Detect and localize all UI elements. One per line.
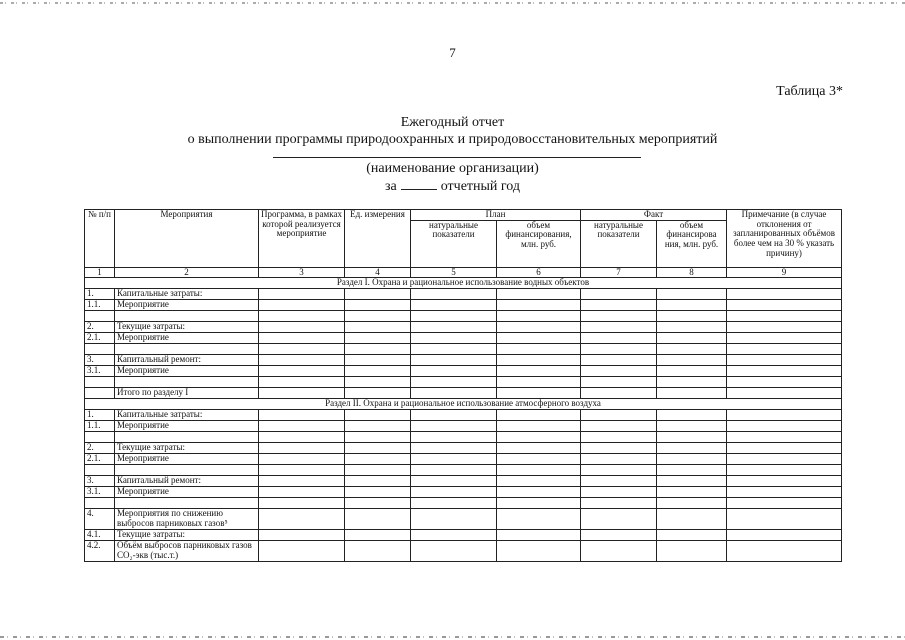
cell-fact-finance[interactable] bbox=[657, 464, 727, 475]
row-label bbox=[115, 431, 259, 442]
section-2 bbox=[85, 399, 842, 562]
row-label: Мероприятие bbox=[115, 486, 259, 497]
row-number: 2.1. bbox=[85, 333, 115, 344]
cell-fact-finance[interactable] bbox=[657, 289, 727, 300]
cell-plan-finance[interactable] bbox=[497, 508, 581, 529]
cell-fact-finance[interactable] bbox=[657, 366, 727, 377]
cell-fact-natural[interactable] bbox=[581, 497, 657, 508]
column-index: 5 bbox=[411, 267, 497, 278]
cell-program[interactable] bbox=[259, 333, 345, 344]
cell-note[interactable] bbox=[727, 529, 842, 540]
cell-fact-natural[interactable] bbox=[581, 431, 657, 442]
org-name-blank-line bbox=[273, 157, 641, 158]
reporting-year-line bbox=[0, 178, 905, 195]
row-number bbox=[85, 497, 115, 508]
cell-unit[interactable] bbox=[345, 388, 411, 399]
cell-plan-natural[interactable] bbox=[411, 540, 497, 561]
row-number: 2. bbox=[85, 322, 115, 333]
cell-note[interactable] bbox=[727, 355, 842, 366]
header-num: № п/п bbox=[85, 210, 115, 268]
section-1 bbox=[85, 278, 842, 399]
cell-plan-natural[interactable] bbox=[411, 388, 497, 399]
cell-note[interactable] bbox=[727, 333, 842, 344]
report-title: Ежегодный отчет bbox=[400, 115, 505, 130]
cell-plan-finance[interactable] bbox=[497, 475, 581, 486]
cell-plan-finance[interactable] bbox=[497, 322, 581, 333]
row-number: 3.1. bbox=[85, 486, 115, 497]
row-label: Мероприятие bbox=[115, 420, 259, 431]
cell-fact-natural[interactable] bbox=[581, 355, 657, 366]
cell-plan-natural[interactable] bbox=[411, 333, 497, 344]
cell-program[interactable] bbox=[259, 540, 345, 561]
header-fact: Факт bbox=[581, 210, 727, 221]
header-plan-finance: объем финансирования, млн. руб. bbox=[497, 220, 581, 267]
cell-plan-finance[interactable] bbox=[497, 497, 581, 508]
cell-plan-finance[interactable] bbox=[497, 486, 581, 497]
cell-plan-natural[interactable] bbox=[411, 464, 497, 475]
cell-program[interactable] bbox=[259, 300, 345, 311]
cell-plan-finance[interactable] bbox=[497, 289, 581, 300]
cell-fact-finance[interactable] bbox=[657, 508, 727, 529]
cell-plan-finance[interactable] bbox=[497, 355, 581, 366]
row-number: 2.1. bbox=[85, 453, 115, 464]
header-activity: Мероприятия bbox=[115, 210, 259, 268]
cell-plan-finance[interactable] bbox=[497, 464, 581, 475]
row-label: Текущие затраты: bbox=[115, 322, 259, 333]
row-number: 4. bbox=[85, 508, 115, 529]
row-number: 2. bbox=[85, 442, 115, 453]
cell-fact-natural[interactable] bbox=[581, 420, 657, 431]
cell-unit[interactable] bbox=[345, 289, 411, 300]
cell-note[interactable] bbox=[727, 289, 842, 300]
cell-fact-natural[interactable] bbox=[581, 464, 657, 475]
header-plan: План bbox=[411, 210, 581, 221]
cell-fact-natural[interactable] bbox=[581, 508, 657, 529]
cell-unit[interactable] bbox=[345, 529, 411, 540]
cell-program[interactable] bbox=[259, 409, 345, 420]
cell-unit[interactable] bbox=[345, 508, 411, 529]
cell-program[interactable] bbox=[259, 442, 345, 453]
cell-plan-finance[interactable] bbox=[497, 333, 581, 344]
cell-note[interactable] bbox=[727, 344, 842, 355]
header-program: Программа, в рамках которой реализуется мероприятие bbox=[259, 210, 345, 268]
cell-plan-finance[interactable] bbox=[497, 311, 581, 322]
cell-plan-natural[interactable] bbox=[411, 529, 497, 540]
cell-note[interactable] bbox=[727, 366, 842, 377]
cell-unit[interactable] bbox=[345, 300, 411, 311]
cell-program[interactable] bbox=[259, 322, 345, 333]
cell-unit[interactable] bbox=[345, 409, 411, 420]
cell-plan-natural[interactable] bbox=[411, 508, 497, 529]
cell-note[interactable] bbox=[727, 486, 842, 497]
cell-plan-finance[interactable] bbox=[497, 420, 581, 431]
scan-edge-top bbox=[0, 2, 905, 4]
cell-plan-natural[interactable] bbox=[411, 289, 497, 300]
cell-unit[interactable] bbox=[345, 333, 411, 344]
section-title: Раздел II. Охрана и рациональное использование атмосферного воздуха bbox=[85, 399, 842, 410]
cell-unit[interactable] bbox=[345, 442, 411, 453]
row-number: 1.1. bbox=[85, 420, 115, 431]
row-label-total: Итого по разделу I bbox=[115, 388, 259, 399]
row-label bbox=[115, 497, 259, 508]
cell-unit[interactable] bbox=[345, 497, 411, 508]
cell-fact-finance[interactable] bbox=[657, 355, 727, 366]
row-number: 4.2. bbox=[85, 540, 115, 561]
row-label: Капитальные затраты: bbox=[115, 409, 259, 420]
row-number bbox=[85, 311, 115, 322]
cell-plan-finance[interactable] bbox=[497, 431, 581, 442]
cell-note[interactable] bbox=[727, 431, 842, 442]
cell-fact-finance[interactable] bbox=[657, 420, 727, 431]
column-index: 6 bbox=[497, 267, 581, 278]
row-label: Мероприятия по снижению выбросов парниковых газов⁵ bbox=[115, 508, 259, 529]
cell-unit[interactable] bbox=[345, 540, 411, 561]
row-number bbox=[85, 344, 115, 355]
row-number: 1. bbox=[85, 289, 115, 300]
row-label: Капитальные затраты: bbox=[115, 289, 259, 300]
cell-plan-natural[interactable] bbox=[411, 366, 497, 377]
row-label: Текущие затраты: bbox=[115, 529, 259, 540]
cell-fact-natural[interactable] bbox=[581, 409, 657, 420]
cell-plan-natural[interactable] bbox=[411, 355, 497, 366]
cell-note[interactable] bbox=[727, 497, 842, 508]
cell-plan-natural[interactable] bbox=[411, 322, 497, 333]
cell-unit[interactable] bbox=[345, 377, 411, 388]
row-label: Капитальный ремонт: bbox=[115, 355, 259, 366]
column-index: 2 bbox=[115, 267, 259, 278]
cell-fact-natural[interactable] bbox=[581, 344, 657, 355]
cell-fact-finance[interactable] bbox=[657, 377, 727, 388]
cell-plan-natural[interactable] bbox=[411, 486, 497, 497]
cell-program[interactable] bbox=[259, 453, 345, 464]
cell-plan-natural[interactable] bbox=[411, 431, 497, 442]
header-note: Примечание (в случае отклонения от запланированных объёмов более чем на 30 % указать причину) bbox=[727, 210, 842, 268]
header-fact-finance: объем финансирова ния, млн. руб. bbox=[657, 220, 727, 267]
cell-program[interactable] bbox=[259, 311, 345, 322]
column-index: 3 bbox=[259, 267, 345, 278]
cell-note[interactable] bbox=[727, 508, 842, 529]
cell-note[interactable] bbox=[727, 377, 842, 388]
cell-fact-finance[interactable] bbox=[657, 486, 727, 497]
cell-fact-finance[interactable] bbox=[657, 311, 727, 322]
cell-note[interactable] bbox=[727, 464, 842, 475]
cell-plan-natural[interactable] bbox=[411, 420, 497, 431]
cell-note[interactable] bbox=[727, 453, 842, 464]
cell-plan-finance[interactable] bbox=[497, 344, 581, 355]
cell-fact-finance[interactable] bbox=[657, 540, 727, 561]
cell-note[interactable] bbox=[727, 409, 842, 420]
cell-note[interactable] bbox=[727, 540, 842, 561]
cell-unit[interactable] bbox=[345, 464, 411, 475]
cell-fact-natural[interactable] bbox=[581, 442, 657, 453]
cell-fact-natural[interactable] bbox=[581, 366, 657, 377]
cell-fact-natural[interactable] bbox=[581, 333, 657, 344]
column-index: 1 bbox=[85, 267, 115, 278]
cell-plan-natural[interactable] bbox=[411, 311, 497, 322]
cell-plan-natural[interactable] bbox=[411, 409, 497, 420]
column-index: 9 bbox=[727, 267, 842, 278]
cell-plan-finance[interactable] bbox=[497, 529, 581, 540]
cell-fact-natural[interactable] bbox=[581, 486, 657, 497]
cell-plan-finance[interactable] bbox=[497, 409, 581, 420]
cell-fact-finance[interactable] bbox=[657, 453, 727, 464]
cell-fact-natural[interactable] bbox=[581, 289, 657, 300]
cell-plan-natural[interactable] bbox=[411, 344, 497, 355]
cell-program[interactable] bbox=[259, 508, 345, 529]
row-label: Капитальный ремонт: bbox=[115, 475, 259, 486]
section-title: Раздел I. Охрана и рациональное использование водных объектов bbox=[85, 278, 842, 289]
header-plan-natural: натуральные показатели bbox=[411, 220, 497, 267]
cell-plan-natural[interactable] bbox=[411, 475, 497, 486]
year-blank bbox=[401, 178, 437, 190]
row-number bbox=[85, 464, 115, 475]
cell-fact-natural[interactable] bbox=[581, 540, 657, 561]
cell-fact-finance[interactable] bbox=[657, 409, 727, 420]
cell-unit[interactable] bbox=[345, 475, 411, 486]
org-name-caption: (наименование организации) bbox=[366, 161, 539, 176]
row-label: Мероприятие bbox=[115, 333, 259, 344]
report-table bbox=[84, 209, 842, 562]
cell-unit[interactable] bbox=[345, 453, 411, 464]
cell-note[interactable] bbox=[727, 300, 842, 311]
row-number: 1. bbox=[85, 409, 115, 420]
cell-fact-finance[interactable] bbox=[657, 431, 727, 442]
cell-program[interactable] bbox=[259, 344, 345, 355]
cell-plan-finance[interactable] bbox=[497, 388, 581, 399]
cell-unit[interactable] bbox=[345, 366, 411, 377]
cell-note[interactable] bbox=[727, 322, 842, 333]
cell-fact-finance[interactable] bbox=[657, 344, 727, 355]
row-number: 1.1. bbox=[85, 300, 115, 311]
cell-plan-natural[interactable] bbox=[411, 377, 497, 388]
cell-program[interactable] bbox=[259, 431, 345, 442]
scan-edge-bottom bbox=[0, 636, 905, 638]
cell-fact-finance[interactable] bbox=[657, 442, 727, 453]
row-label bbox=[115, 464, 259, 475]
cell-plan-finance[interactable] bbox=[497, 366, 581, 377]
year-prefix: за bbox=[384, 179, 397, 194]
header-fact-natural: натуральные показатели bbox=[581, 220, 657, 267]
cell-fact-finance[interactable] bbox=[657, 497, 727, 508]
cell-plan-finance[interactable] bbox=[497, 453, 581, 464]
cell-note[interactable] bbox=[727, 311, 842, 322]
row-number bbox=[85, 431, 115, 442]
cell-plan-natural[interactable] bbox=[411, 442, 497, 453]
cell-plan-finance[interactable] bbox=[497, 540, 581, 561]
row-label bbox=[115, 311, 259, 322]
cell-program[interactable] bbox=[259, 366, 345, 377]
row-number: 3.1. bbox=[85, 366, 115, 377]
table-label: Таблица 3* bbox=[776, 84, 843, 99]
column-index: 8 bbox=[657, 267, 727, 278]
cell-program[interactable] bbox=[259, 355, 345, 366]
report-subtitle: о выполнении программы природоохранных и природовосстановительных мероприятий bbox=[187, 132, 718, 147]
column-index: 4 bbox=[345, 267, 411, 278]
cell-program[interactable] bbox=[259, 464, 345, 475]
cell-note[interactable] bbox=[727, 442, 842, 453]
cell-unit[interactable] bbox=[345, 355, 411, 366]
cell-fact-natural[interactable] bbox=[581, 311, 657, 322]
cell-fact-finance[interactable] bbox=[657, 333, 727, 344]
cell-plan-finance[interactable] bbox=[497, 300, 581, 311]
page-number: 7 bbox=[449, 45, 456, 60]
row-number: 3. bbox=[85, 355, 115, 366]
cell-note[interactable] bbox=[727, 388, 842, 399]
year-suffix: отчетный год bbox=[440, 179, 521, 194]
cell-unit[interactable] bbox=[345, 322, 411, 333]
cell-fact-natural[interactable] bbox=[581, 475, 657, 486]
cell-plan-finance[interactable] bbox=[497, 442, 581, 453]
cell-unit[interactable] bbox=[345, 311, 411, 322]
cell-fact-finance[interactable] bbox=[657, 475, 727, 486]
cell-fact-finance[interactable] bbox=[657, 388, 727, 399]
cell-unit[interactable] bbox=[345, 431, 411, 442]
cell-fact-natural[interactable] bbox=[581, 529, 657, 540]
cell-program[interactable] bbox=[259, 529, 345, 540]
column-index: 7 bbox=[581, 267, 657, 278]
cell-fact-natural[interactable] bbox=[581, 377, 657, 388]
row-label: Мероприятие bbox=[115, 453, 259, 464]
header-unit: Ед. измерения bbox=[345, 210, 411, 268]
cell-fact-natural[interactable] bbox=[581, 453, 657, 464]
row-number: 4.1. bbox=[85, 529, 115, 540]
cell-plan-natural[interactable] bbox=[411, 453, 497, 464]
cell-program[interactable] bbox=[259, 377, 345, 388]
cell-fact-finance[interactable] bbox=[657, 322, 727, 333]
row-label: Объём выбросов парниковых газов CO₂-экв (тыс.т.) bbox=[115, 540, 259, 561]
row-number bbox=[85, 377, 115, 388]
cell-program[interactable] bbox=[259, 289, 345, 300]
cell-plan-finance[interactable] bbox=[497, 377, 581, 388]
cell-program[interactable] bbox=[259, 420, 345, 431]
cell-fact-natural[interactable] bbox=[581, 388, 657, 399]
cell-fact-finance[interactable] bbox=[657, 529, 727, 540]
row-label: Мероприятие bbox=[115, 300, 259, 311]
cell-fact-finance[interactable] bbox=[657, 300, 727, 311]
row-label bbox=[115, 344, 259, 355]
cell-unit[interactable] bbox=[345, 420, 411, 431]
row-label: Мероприятие bbox=[115, 366, 259, 377]
cell-program[interactable] bbox=[259, 475, 345, 486]
row-label bbox=[115, 377, 259, 388]
cell-note[interactable] bbox=[727, 475, 842, 486]
cell-unit[interactable] bbox=[345, 486, 411, 497]
row-label: Текущие затраты: bbox=[115, 442, 259, 453]
row-number: 3. bbox=[85, 475, 115, 486]
cell-plan-natural[interactable] bbox=[411, 497, 497, 508]
cell-program[interactable] bbox=[259, 388, 345, 399]
cell-fact-natural[interactable] bbox=[581, 300, 657, 311]
cell-unit[interactable] bbox=[345, 344, 411, 355]
cell-note[interactable] bbox=[727, 420, 842, 431]
cell-program[interactable] bbox=[259, 486, 345, 497]
cell-plan-natural[interactable] bbox=[411, 300, 497, 311]
cell-program[interactable] bbox=[259, 497, 345, 508]
cell-fact-natural[interactable] bbox=[581, 322, 657, 333]
row-number bbox=[85, 388, 115, 399]
